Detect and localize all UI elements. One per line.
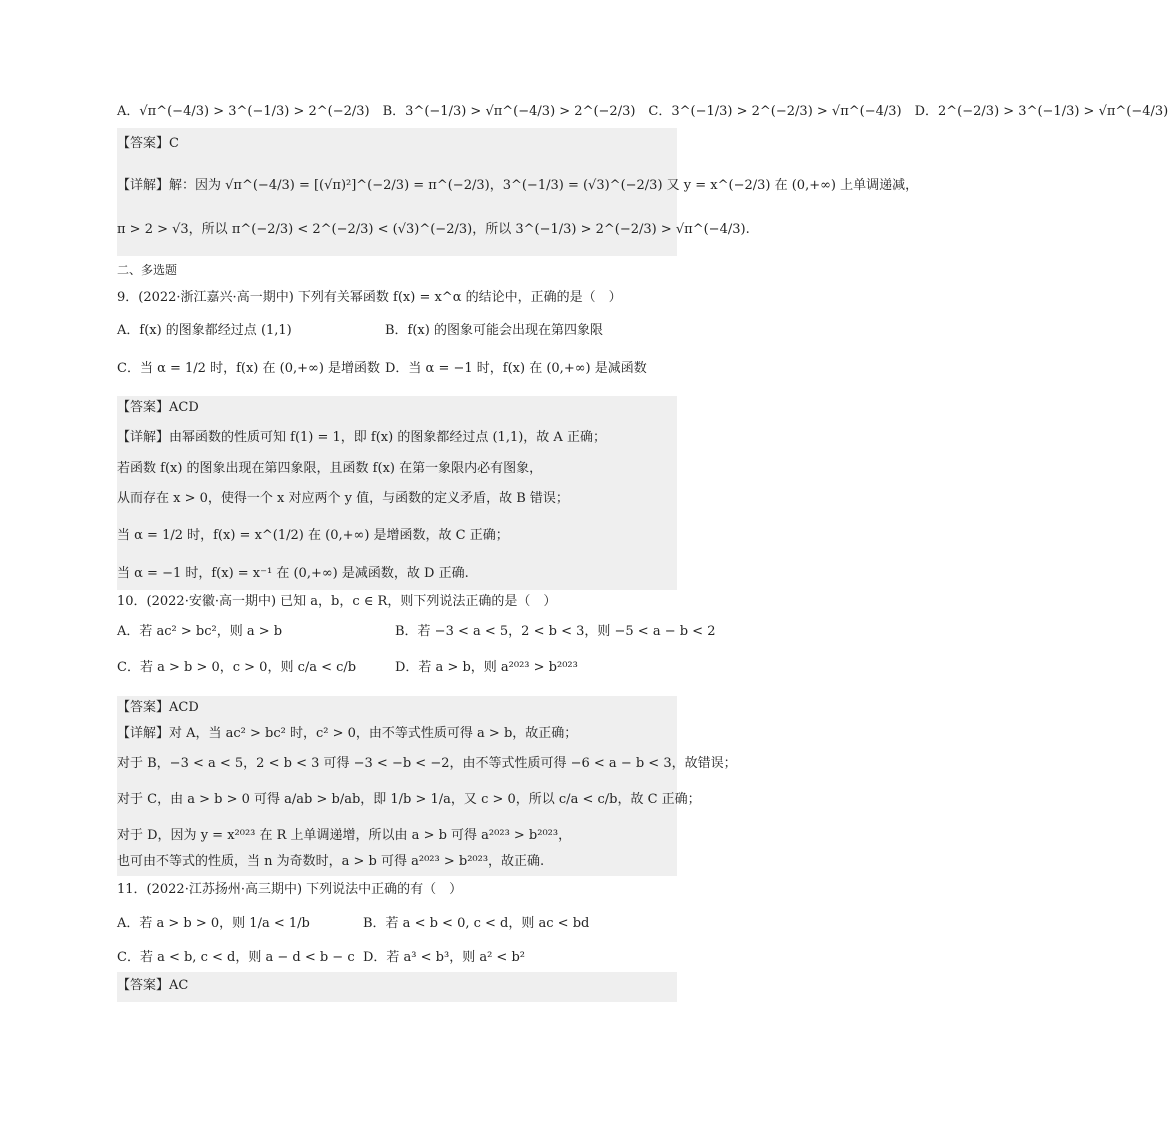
- q8-answer: 【答案】C: [117, 136, 179, 151]
- q10-option-d: D．若 a > b，则 a²⁰²³ > b²⁰²³: [395, 660, 578, 675]
- q10-detail-line-5: 也可由不等式的性质，当 n 为奇数时，a > b 可得 a²⁰²³ > b²⁰²³，故正确.: [117, 854, 545, 869]
- q8-options: A．√π^(−4/3) > 3^(−1/3) > 2^(−2/3) B．3^(−1/3) > √π^(−4/3) > 2^(−2/3) C．3^(−1/3) > 2^(−2/3) > √π^(−4/3) D．2^(−2/3) > 3^(−1/3) > √π^(−4/3): [117, 104, 1168, 119]
- q10-option-c: C．若 a > b > 0，c > 0，则 c/a < c/b: [117, 660, 357, 675]
- q9-option-a: A．f(x) 的图象都经过点 (1,1): [117, 323, 292, 338]
- q11-option-c: C．若 a < b, c < d，则 a − d < b − c: [117, 950, 355, 965]
- q11-answer-block: [117, 972, 677, 1002]
- q10-detail-line-2: 对于 B，−3 < a < 5，2 < b < 3 可得 −3 < −b < −2，由不等式性质可得 −6 < a − b < 3，故错误；: [117, 756, 737, 771]
- q11-option-d: D．若 a³ < b³，则 a² < b²: [363, 950, 525, 965]
- q9-option-d: D．当 α = −1 时，f(x) 在 (0,+∞) 是减函数: [385, 361, 647, 376]
- q11-option-a: A．若 a > b > 0，则 1/a < 1/b: [117, 916, 310, 931]
- q9-detail-line-2: 若函数 f(x) 的图象出现在第四象限，且函数 f(x) 在第一象限内必有图象，: [117, 461, 543, 476]
- q10-answer: 【答案】ACD: [117, 700, 199, 715]
- q9-detail-line-4: 当 α = 1/2 时，f(x) = x^(1/2) 在 (0,+∞) 是增函数，故 C 正确；: [117, 528, 509, 543]
- q9-option-c: C．当 α = 1/2 时，f(x) 在 (0,+∞) 是增函数: [117, 361, 381, 376]
- q10-option-b: B．若 −3 < a < 5，2 < b < 3，则 −5 < a − b < 2: [395, 624, 716, 639]
- q10-detail-line-4: 对于 D，因为 y = x²⁰²³ 在 R 上单调递增，所以由 a > b 可得 a²⁰²³ > b²⁰²³，: [117, 828, 572, 843]
- q9-detail-line-3: 从而存在 x > 0，使得一个 x 对应两个 y 值，与函数的定义矛盾，故 B 错误；: [117, 491, 569, 506]
- q11-answer: 【答案】AC: [117, 978, 189, 993]
- q9-answer: 【答案】ACD: [117, 400, 199, 415]
- q10-answer-block: [117, 696, 677, 876]
- q10-option-a: A．若 ac² > bc²，则 a > b: [117, 624, 283, 639]
- q10-stem: 10．(2022·安徽·高一期中) 已知 a，b，c ∈ R，则下列说法正确的是（ ）: [117, 594, 557, 609]
- q9-stem: 9．(2022·浙江嘉兴·高一期中) 下列有关幂函数 f(x) = x^α 的结论中，正确的是（ ）: [117, 290, 622, 305]
- q9-detail-line-5: 当 α = −1 时，f(x) = x⁻¹ 在 (0,+∞) 是减函数，故 D 正确.: [117, 566, 469, 581]
- section-heading: 二、多选题: [117, 263, 178, 277]
- q8-detail-line-2: π > 2 > √3，所以 π^(−2/3) < 2^(−2/3) < (√3)^(−2/3)，所以 3^(−1/3) > 2^(−2/3) > √π^(−4/3).: [117, 222, 750, 237]
- q9-detail-line-1: 【详解】由幂函数的性质可知 f(1) = 1，即 f(x) 的图象都经过点 (1,1)，故 A 正确；: [117, 430, 606, 445]
- q11-option-b: B．若 a < b < 0, c < d，则 ac < bd: [363, 916, 590, 931]
- q10-detail-line-1: 【详解】对 A，当 ac² > bc² 时，c² > 0，由不等式性质可得 a > b，故正确；: [117, 726, 578, 741]
- q10-detail-line-3: 对于 C，由 a > b > 0 可得 a/ab > b/ab，即 1/b > 1/a，又 c > 0，所以 c/a < c/b，故 C 正确；: [117, 792, 701, 807]
- q11-stem: 11．(2022·江苏扬州·高三期中) 下列说法中正确的有（ ）: [117, 882, 463, 897]
- q8-detail-line-1: 【详解】解：因为 √π^(−4/3) = [(√π)²]^(−2/3) = π^(−2/3)，3^(−1/3) = (√3)^(−2/3) 又 y = x^(−2/3) 在 (0,+∞) 上单调递减，: [117, 178, 919, 193]
- q9-option-b: B．f(x) 的图象可能会出现在第四象限: [385, 323, 603, 338]
